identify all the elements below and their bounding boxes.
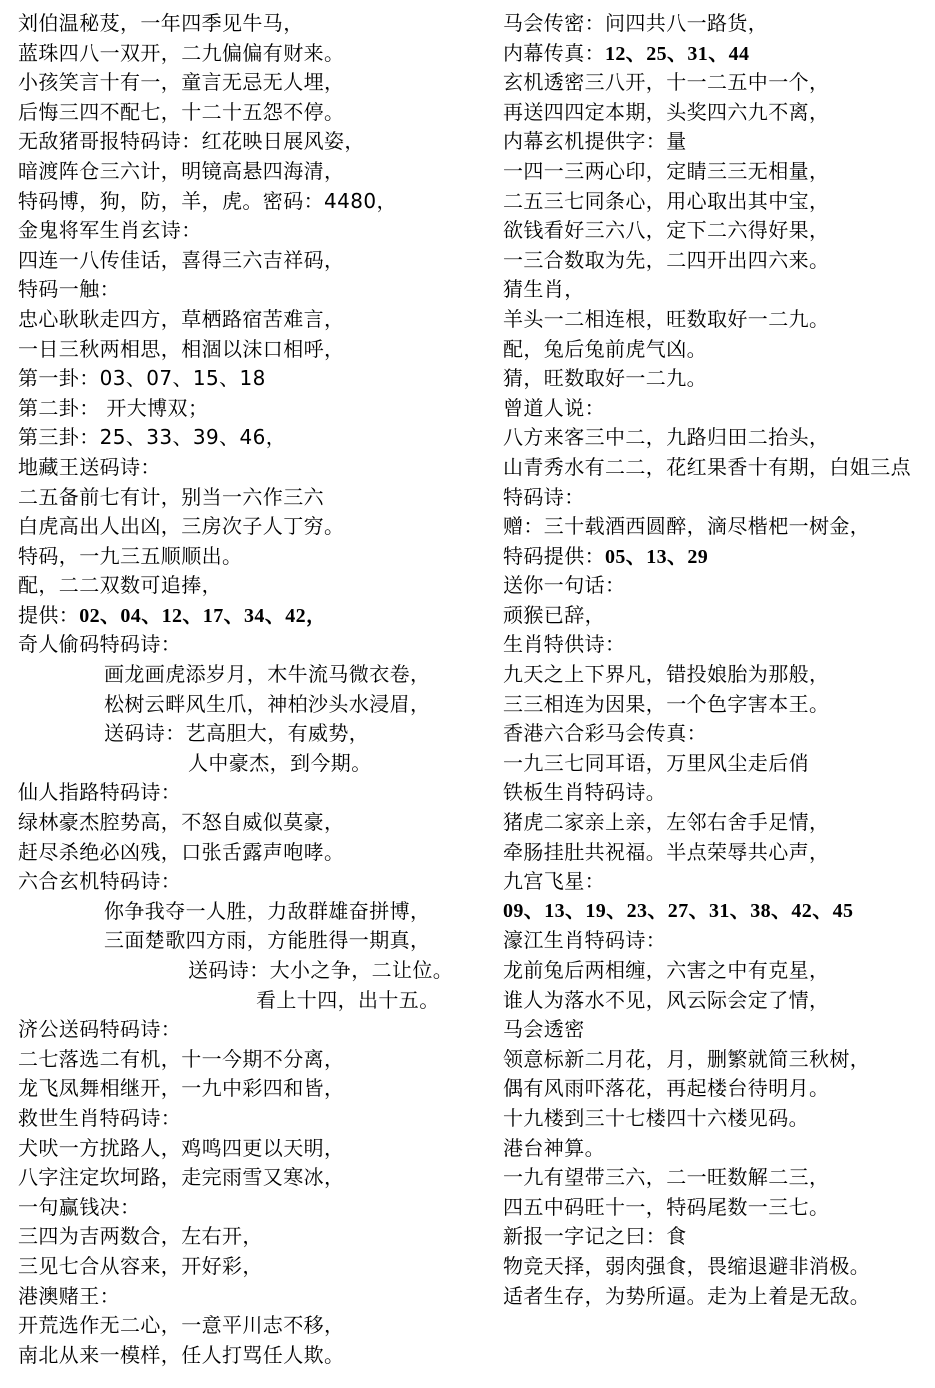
number-label: 特码提供： (503, 543, 605, 568)
text-line: 一三合数取为先，二四开出四六来。 (503, 247, 830, 272)
text-line: 偶有风雨吓落花，再起楼台待明月。 (503, 1076, 830, 1101)
text-line: 羊头一二相连根，旺数取好一二九。 (503, 306, 830, 331)
text-line: 二五三七同条心，用心取出其中宝， (503, 188, 830, 213)
text-line: 送码诗：大小之争，二让位。 (188, 958, 454, 982)
text-line: 赠：三十载酒西圆醉，滴尽楷杷一树金， (503, 514, 871, 539)
section-heading: 生肖特供诗： (503, 632, 626, 657)
text-line: 欲钱看好三六八，定下二六得好果， (503, 218, 830, 243)
text-line: 十九楼到三十七楼四十六楼见码。 (503, 1105, 809, 1130)
text-line: 领意标新二月花，月，删繁就简三秋树， (503, 1046, 871, 1071)
text-line: 玄机透密三八开，十一二五中一个， (503, 70, 830, 95)
text-line: 配，兔后兔前虎气凶。 (503, 336, 707, 361)
text-line: 适者生存，为势所逼。走为上着是无敌。 (503, 1283, 871, 1308)
section-heading: 港台神算。 (503, 1135, 605, 1160)
number-label: 内幕传真： (503, 40, 605, 65)
text-line: 人中豪杰，到今期。 (188, 750, 372, 775)
text-line: 画龙画虎添岁月，木牛流马微衣卷， (104, 662, 431, 687)
text-line: 马会传密：问四共八一路货， (503, 11, 769, 35)
number-values: 09、13、19、23、27、31、38、42、45 (503, 899, 854, 922)
text-line: 九天之上下界凡，错投娘胎为那般， (503, 662, 830, 687)
section-heading: 濠江生肖特码诗： (503, 928, 667, 953)
text-line: 牵肠挂肚共祝福。半点荣辱共心声， (503, 839, 830, 864)
right-column (503, 9, 935, 1311)
section-heading: 仙人指路特码诗： (18, 780, 182, 805)
text-line: 一九三七同耳语，万里风尘走后俏 (503, 750, 809, 775)
section-heading: 猜生肖， (503, 277, 585, 302)
section-heading: 香港六合彩马会传真： (503, 721, 707, 746)
text-line: 第二卦： 开大博双； (18, 395, 209, 420)
section-heading: 送你一句话： (503, 573, 626, 598)
text-line: 猜，旺数取好一二九。 (503, 366, 707, 391)
text-line: 看上十四，出十五。 (256, 987, 440, 1012)
text-line: 赶尽杀绝必凶残，口张舌露声咆哮。 (18, 839, 345, 864)
text-line: 一日三秋两相思，相涸以沫口相呼， (18, 336, 345, 361)
text-line: 配，二二双数可追捧， (18, 573, 222, 598)
section-heading: 马会透密 (503, 1017, 585, 1042)
text-line: 刘伯温秘芨，一年四季见牛马， (18, 11, 304, 35)
text-line: 第三卦：25、33、39、46， (18, 425, 287, 450)
section-heading: 奇人偷码特码诗： (18, 632, 182, 657)
text-line: 蓝珠四八一双开，二九偏偏有财来。 (18, 40, 345, 65)
text-line: 山青秀水有二二，花红果香十有期，白姐三点 (503, 454, 911, 479)
section-heading: 港澳赌王： (18, 1283, 120, 1308)
number-line (503, 39, 935, 69)
number-label: 提供： (18, 602, 80, 627)
number-values: 02、04、12、17、34、42， (79, 604, 327, 627)
text-line: 二五备前七有计，别当一六作三六 (18, 484, 324, 509)
text-line: 暗渡阵仓三六计，明镜高悬四海清， (18, 158, 345, 183)
text-line: 三见七合从容来，开好彩， (18, 1253, 263, 1278)
text-line: 猪虎二家亲上亲，左邻右舍手足情， (503, 810, 830, 835)
text-line: 无敌猪哥报特码诗：红花映日展风姿， (18, 129, 365, 154)
text-line: 特码，一九三五顺顺出。 (18, 543, 243, 568)
number-line (503, 542, 935, 572)
text-line: 新报一字记之曰：食 (503, 1224, 687, 1249)
text-line: 八方来客三中二，九路归田二抬头， (503, 425, 830, 450)
section-heading: 一句赢钱决： (18, 1194, 141, 1219)
section-heading: 特码一触： (18, 277, 120, 302)
text-line: 八字注定坎坷路，走完雨雪又寒冰， (18, 1165, 345, 1190)
section-heading: 铁板生肖特码诗。 (503, 780, 667, 805)
section-heading: 九宫飞星： (503, 869, 605, 894)
text-line: 松树云畔风生爪，神柏沙头水浸眉， (104, 691, 431, 716)
text-line: 三面楚歌四方雨，方能胜得一期真， (104, 928, 431, 953)
text-line: 后悔三四不配七，十二十五怨不停。 (18, 99, 345, 124)
text-line: 送码诗：艺高胆大，有威势， (104, 721, 370, 746)
text-line: 四连一八传佳话，喜得三六吉祥码， (18, 247, 345, 272)
text-line: 三三相连为因果，一个色字害本王。 (503, 691, 830, 716)
text-line: 物竞天择，弱肉强食，畏缩退避非消极。 (503, 1253, 871, 1278)
text-line: 特码博，狗，防，羊，虎。密码：4480， (18, 188, 397, 213)
section-heading: 六合玄机特码诗： (18, 869, 182, 894)
text-line: 三四为吉两数合，左右开， (18, 1224, 263, 1249)
text-line: 你争我夺一人胜，力敌群雄奋拼博， (104, 898, 431, 923)
text-line: 南北从来一模样，任人打骂任人欺。 (18, 1342, 345, 1367)
text-line: 二七落选二有机，十一今期不分离， (18, 1046, 345, 1071)
section-heading: 救世生肖特码诗： (18, 1105, 182, 1130)
section-heading: 济公送码特码诗： (18, 1017, 182, 1042)
text-line: 白虎高出人出凶，三房次子人丁穷。 (18, 514, 345, 539)
number-values: 05、13、29 (605, 545, 709, 568)
section-heading: 地藏王送码诗： (18, 454, 161, 479)
text-line: 一九有望带三六，二一旺数解二三， (503, 1165, 830, 1190)
text-line: 龙前兔后两相缠，六害之中有克星， (503, 958, 830, 982)
text-line: 顽猴已辞， (503, 602, 605, 627)
text-line: 一四一三两心印，定睛三三无相量， (503, 158, 830, 183)
text-line: 内幕玄机提供字：量 (503, 129, 687, 154)
section-heading: 曾道人说： (503, 395, 605, 420)
text-line: 再送四四定本期，头奖四六九不离， (503, 99, 830, 124)
text-line: 忠心耿耿走四方，草栖路宿苦难言， (18, 306, 345, 331)
text-line: 谁人为落水不见，风云际会定了情， (503, 987, 830, 1012)
number-values: 12、25、31、44 (605, 42, 750, 65)
text-line: 第一卦：03、07、15、18 (18, 366, 266, 391)
text-line: 开荒选作无二心，一意平川志不移， (18, 1313, 345, 1338)
section-heading: 特码诗： (503, 484, 585, 509)
text-line: 犬吠一方扰路人，鸡鸣四更以天明， (18, 1135, 345, 1160)
text-line: 龙飞凤舞相继开，一九中彩四和皆， (18, 1076, 345, 1101)
text-line: 小孩笑言十有一，童言无忌无人埋， (18, 70, 345, 95)
left-column (18, 9, 488, 1370)
section-heading: 金鬼将军生肖玄诗： (18, 218, 202, 243)
number-line (18, 601, 488, 631)
text-line: 绿林豪杰腔势高，不怒自威似莫豪， (18, 810, 345, 835)
text-line: 四五中码旺十一，特码尾数一三七。 (503, 1194, 830, 1219)
